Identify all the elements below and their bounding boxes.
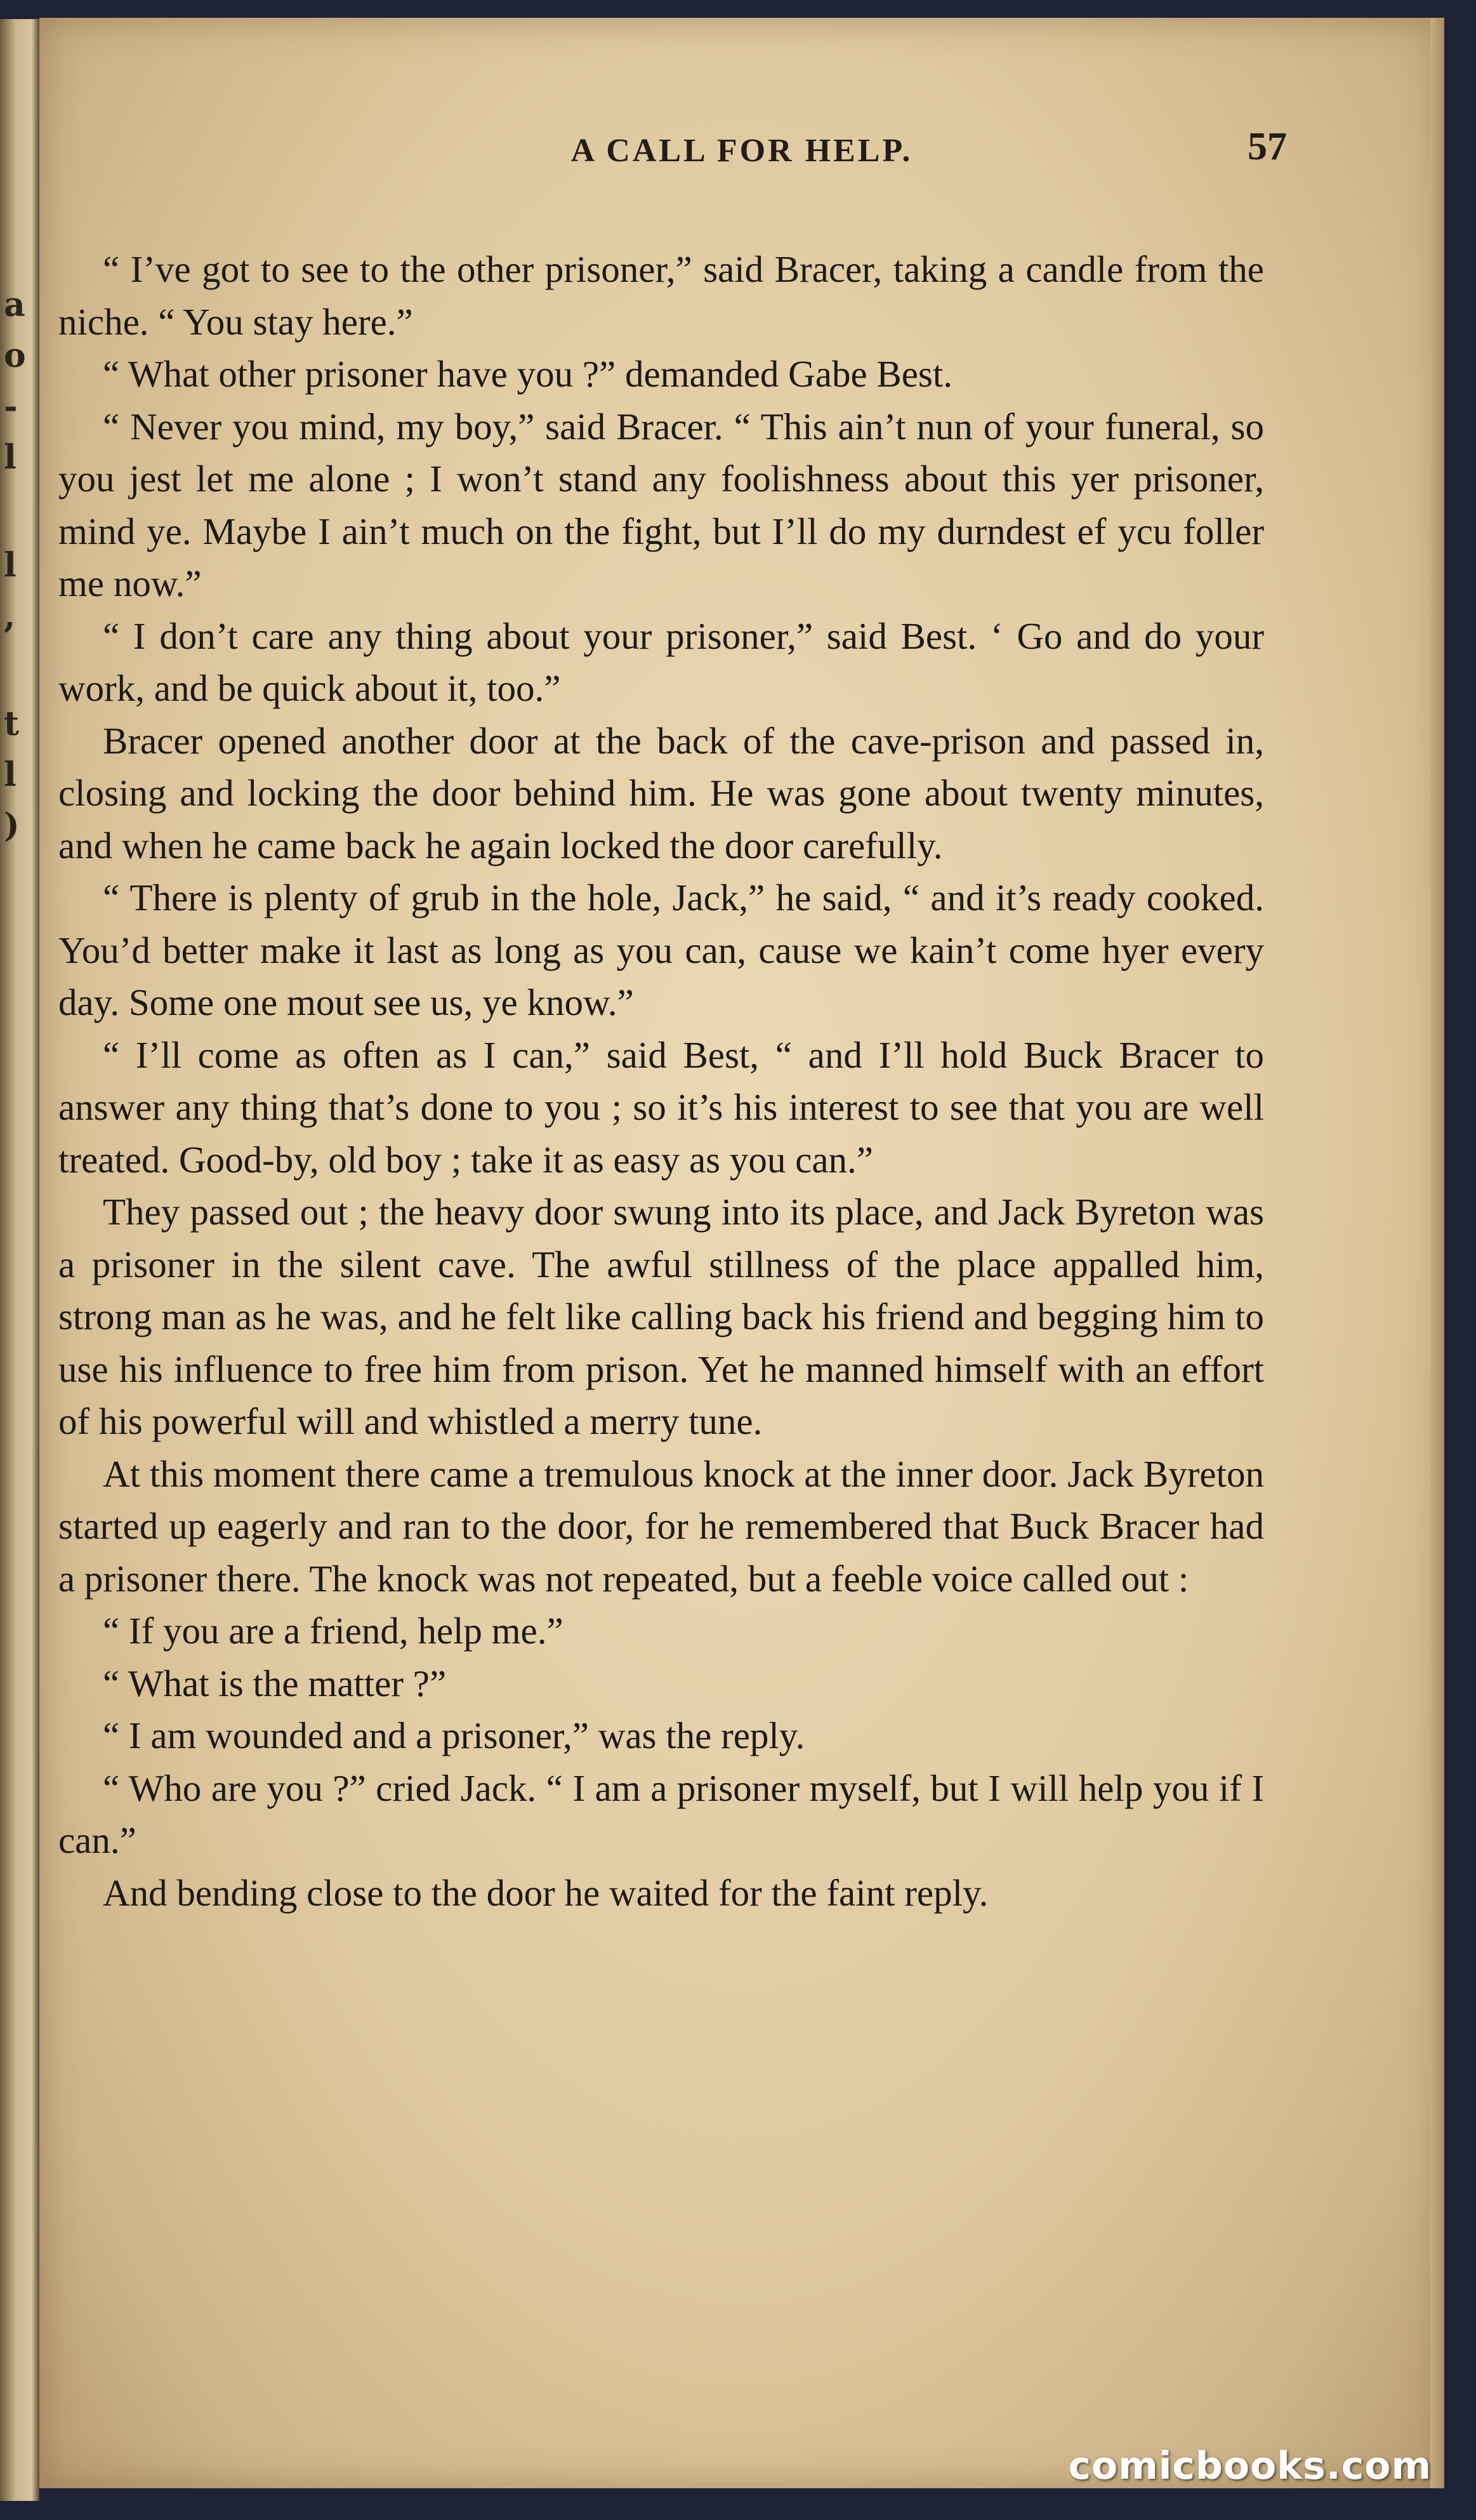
margin-char: a xyxy=(4,286,25,324)
paragraph: “ I’ve got to see to the other prisoner,” said Bracer, taking a candle from the niche. “ You stay here.” xyxy=(58,248,1264,343)
margin-char: l xyxy=(4,546,16,585)
margin-char: ) xyxy=(4,806,20,845)
paragraph: They passed out ; the heavy door swung into its place, and Jack Byreton was a prisoner in the silent cave. The awful stillness of the place appalled him, strong man as he was, and he felt like calling back his friend and begging him to use his influence to free him from prison. Yet he manned himself with an effort of his powerful will and whistled a merry tune. xyxy=(58,1191,1264,1442)
paragraph: “ Who are you ?” cried Jack. “ I am a prisoner myself, but I will help you if I can.” xyxy=(58,1767,1264,1861)
running-head: A CALL FOR HELP. xyxy=(570,133,913,169)
page-edge xyxy=(1430,18,1444,2488)
paragraph: “ What is the matter ?” xyxy=(103,1662,447,1704)
paragraph: Bracer opened another door at the back of the cave-prison and passed in, closing and locking the door behind him. He was gone about twenty minutes, and when he came back he again locked the door carefully. xyxy=(58,719,1264,866)
book-page xyxy=(39,18,1444,2488)
margin-char: t xyxy=(4,705,20,743)
adjacent-page-sliver xyxy=(0,19,39,2501)
watermark: comicbooks.com xyxy=(1068,2444,1432,2488)
paragraph: “ I am wounded and a prisoner,” was the reply. xyxy=(103,1714,805,1756)
paragraph: “ I’ll come as often as I can,” said Best, “ and I’ll hold Buck Bracer to answer any thing that’s done to you ; so it’s his interest to see that you are well treated. Good-by, old boy ; take it as easy as you can.” xyxy=(58,1033,1264,1181)
paragraph: “ Never you mind, my boy,” said Bracer. “ This ain’t nun of your funeral, so you jest let me alone ; I won’t stand any foolishness about this yer prisoner, mind ye. Maybe I ain’t much on the fight, but I’ll do my durndest ef ycu foller me now.” xyxy=(58,405,1264,604)
margin-char: l xyxy=(4,755,16,794)
paragraph: “ What other prisoner have you ?” demanded Gabe Best. xyxy=(103,353,953,395)
paragraph: “ If you are a friend, help me.” xyxy=(103,1610,563,1652)
margin-char: - xyxy=(4,387,18,426)
paragraph: “ There is plenty of grub in the hole, Jack,” he said, “ and it’s ready cooked. You’d better make it last as long as you can, cause we kain’t come hyer every day. Some one mout see us, ye know.” xyxy=(58,877,1264,1023)
paragraph: And bending close to the door he waited for the faint reply. xyxy=(103,1871,989,1914)
margin-char: l xyxy=(4,438,16,477)
paragraph: “ I don’t care any thing about your prisoner,” said Best. ‘ Go and do your work, and be quick about it, too.” xyxy=(58,614,1264,709)
body-text xyxy=(58,243,1264,1919)
paragraph: At this moment there came a tremulous knock at the inner door. Jack Byreton started up eagerly and ran to the door, for he remembered that Buck Bracer had a prisoner there. The knock was not repeated, but a feeble voice called out : xyxy=(58,1452,1264,1600)
margin-char: , xyxy=(4,597,16,635)
page-number: 57 xyxy=(1248,125,1287,168)
margin-char: o xyxy=(4,336,26,375)
